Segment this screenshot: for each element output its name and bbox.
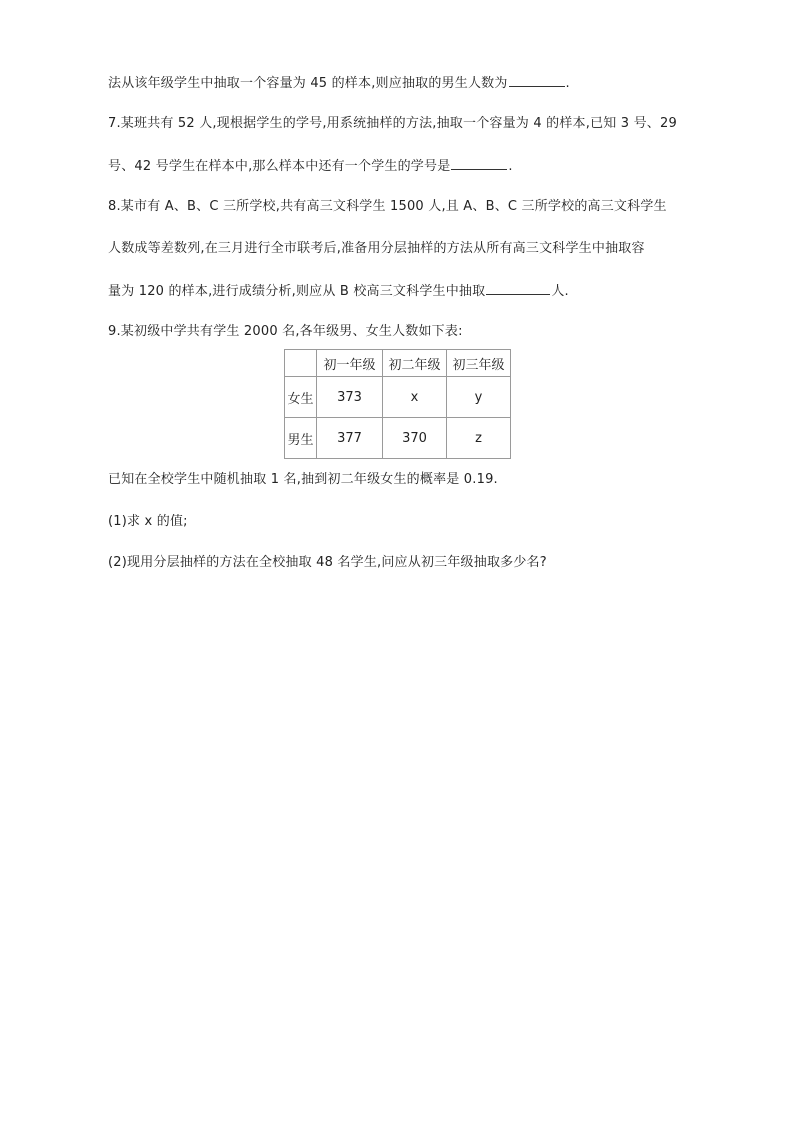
problem-8-text: 量为 120 的样本,进行成绩分析,则应从 B 校高三文科学生中抽取: [108, 284, 486, 299]
table-header-cell: 初三年级: [447, 350, 511, 377]
problem-9-intro: 9.某初级中学共有学生 2000 名,各年级男、女生人数如下表:: [108, 324, 463, 339]
problem-7-line-2: [108, 157, 513, 176]
period: .: [565, 76, 570, 91]
student-count-table: [284, 349, 511, 459]
table-header-cell: 初一年级: [317, 350, 383, 377]
table-header-cell: 初二年级: [383, 350, 447, 377]
table-cell: 女生: [285, 377, 317, 418]
answer-blank: [451, 157, 507, 170]
table-cell: 377: [317, 418, 383, 459]
table-header-row: [285, 350, 511, 377]
answer-blank: [509, 74, 565, 87]
table-cell: x: [383, 377, 447, 418]
table-row: [285, 377, 511, 418]
period: .: [508, 159, 513, 174]
table-row: [285, 418, 511, 459]
problem-7-text: 号、42 号学生在样本中,那么样本中还有一个学生的学号是: [108, 159, 451, 174]
table-cell: 男生: [285, 418, 317, 459]
problem-6-continuation: [108, 74, 570, 93]
problem-9-question-1: (1)求 x 的值;: [108, 514, 188, 529]
table-cell: y: [447, 377, 511, 418]
table-cell: z: [447, 418, 511, 459]
problem-8-line-1: 8.某市有 A、B、C 三所学校,共有高三文科学生 1500 人,且 A、B、C 三所学校的高三文科学生: [108, 199, 667, 214]
problem-9-condition: 已知在全校学生中随机抽取 1 名,抽到初二年级女生的概率是 0.19.: [108, 472, 498, 487]
table-header-cell: [285, 350, 317, 377]
problem-7-line-1: 7.某班共有 52 人,现根据学生的学号,用系统抽样的方法,抽取一个容量为 4 的样本,已知 3 号、29: [108, 116, 677, 131]
unit-text: 人.: [551, 284, 569, 299]
problem-8-line-3: [108, 282, 569, 301]
problem-6-text: 法从该年级学生中抽取一个容量为 45 的样本,则应抽取的男生人数为: [108, 76, 508, 91]
problem-9-question-2: (2)现用分层抽样的方法在全校抽取 48 名学生,问应从初三年级抽取多少名?: [108, 555, 547, 570]
problem-8-line-2: 人数成等差数列,在三月进行全市联考后,准备用分层抽样的方法从所有高三文科学生中抽取容: [108, 241, 645, 256]
answer-blank: [486, 282, 550, 295]
table-cell: 370: [383, 418, 447, 459]
table-cell: 373: [317, 377, 383, 418]
